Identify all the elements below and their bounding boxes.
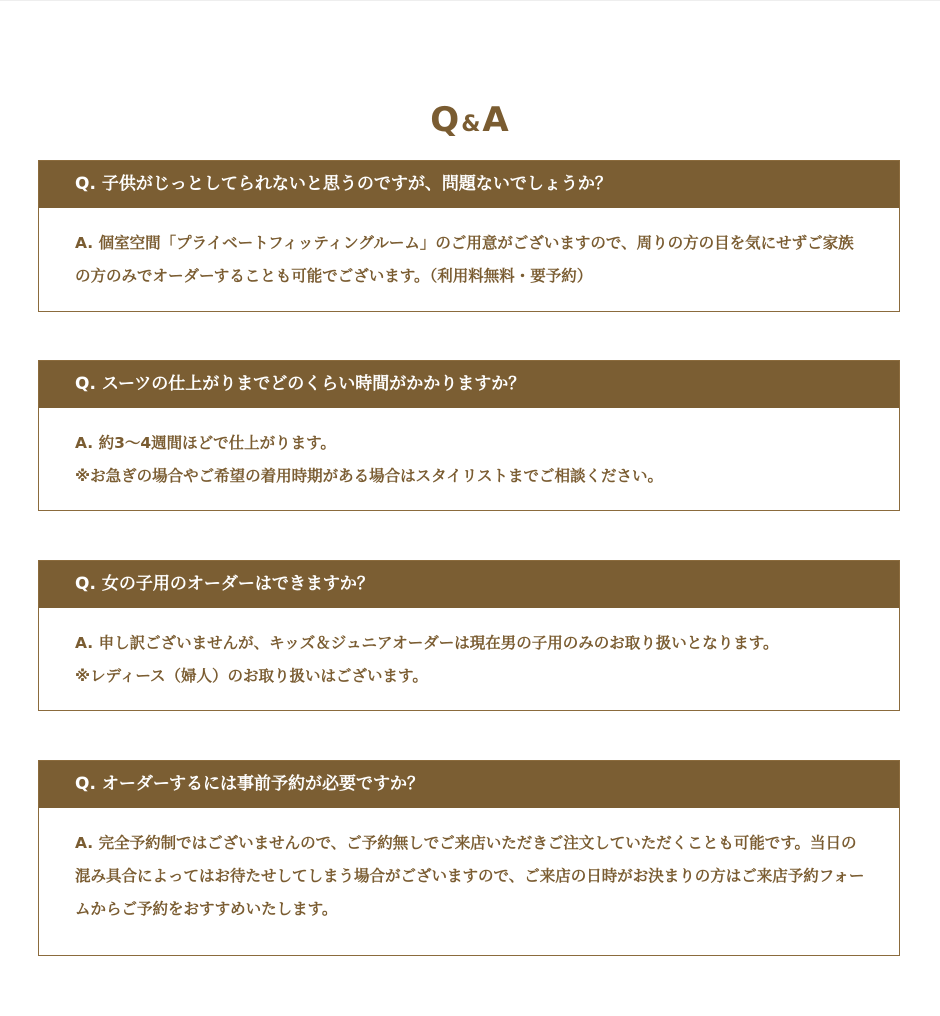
faq-answer — [39, 408, 899, 493]
top-divider — [0, 0, 940, 1]
faq-answer — [39, 808, 899, 926]
faq-question: Q. 子供がじっとしてられないと思うのですが、問題ないでしょうか？ — [39, 161, 899, 208]
faq-answer-line: ※お急ぎの場合やご希望の着用時期がある場合はスタイリストまでご相談ください。 — [75, 467, 663, 485]
faq-item-1 — [38, 160, 900, 312]
faq-answer — [39, 208, 899, 293]
faq-answer-line: A. 完全予約制ではございませんので、ご予約無しでご来店いただきご注文していただくことも可能です。当日の混み具合によってはお待たせしてしまう場合がございますので、ご来店の日時がお決まりの方はご来店予約フォームからご予約をおすすめいたします。 — [75, 834, 865, 918]
faq-answer-line: A. 申し訳ございませんが、キッズ＆ジュニアオーダーは現在男の子用のみのお取り扱いとなります。 — [75, 634, 779, 652]
faq-answer — [39, 608, 899, 693]
faq-question: Q. 女の子用のオーダーはできますか？ — [39, 561, 899, 608]
faq-question: Q. スーツの仕上がりまでどのくらい時間がかかりますか？ — [39, 361, 899, 408]
faq-answer-line: A. 個室空間「プライベートフィッティングルーム」のご用意がございますので、周りの方の目を気にせずご家族の方のみでオーダーすることも可能でございます。（利用料無料・要予約） — [75, 234, 854, 285]
faq-item-4 — [38, 760, 900, 956]
faq-answer-line: ※レディース（婦人）のお取り扱いはございます。 — [75, 667, 428, 685]
faq-item-3 — [38, 560, 900, 711]
title-q: Q — [430, 99, 461, 140]
faq-question: Q. オーダーするには事前予約が必要ですか？ — [39, 761, 899, 808]
page-title — [0, 97, 940, 148]
title-a: A — [482, 99, 510, 140]
title-ampersand: & — [461, 111, 482, 137]
faq-item-2 — [38, 360, 900, 511]
faq-answer-line: A. 約3〜4週間ほどで仕上がります。 — [75, 434, 336, 452]
